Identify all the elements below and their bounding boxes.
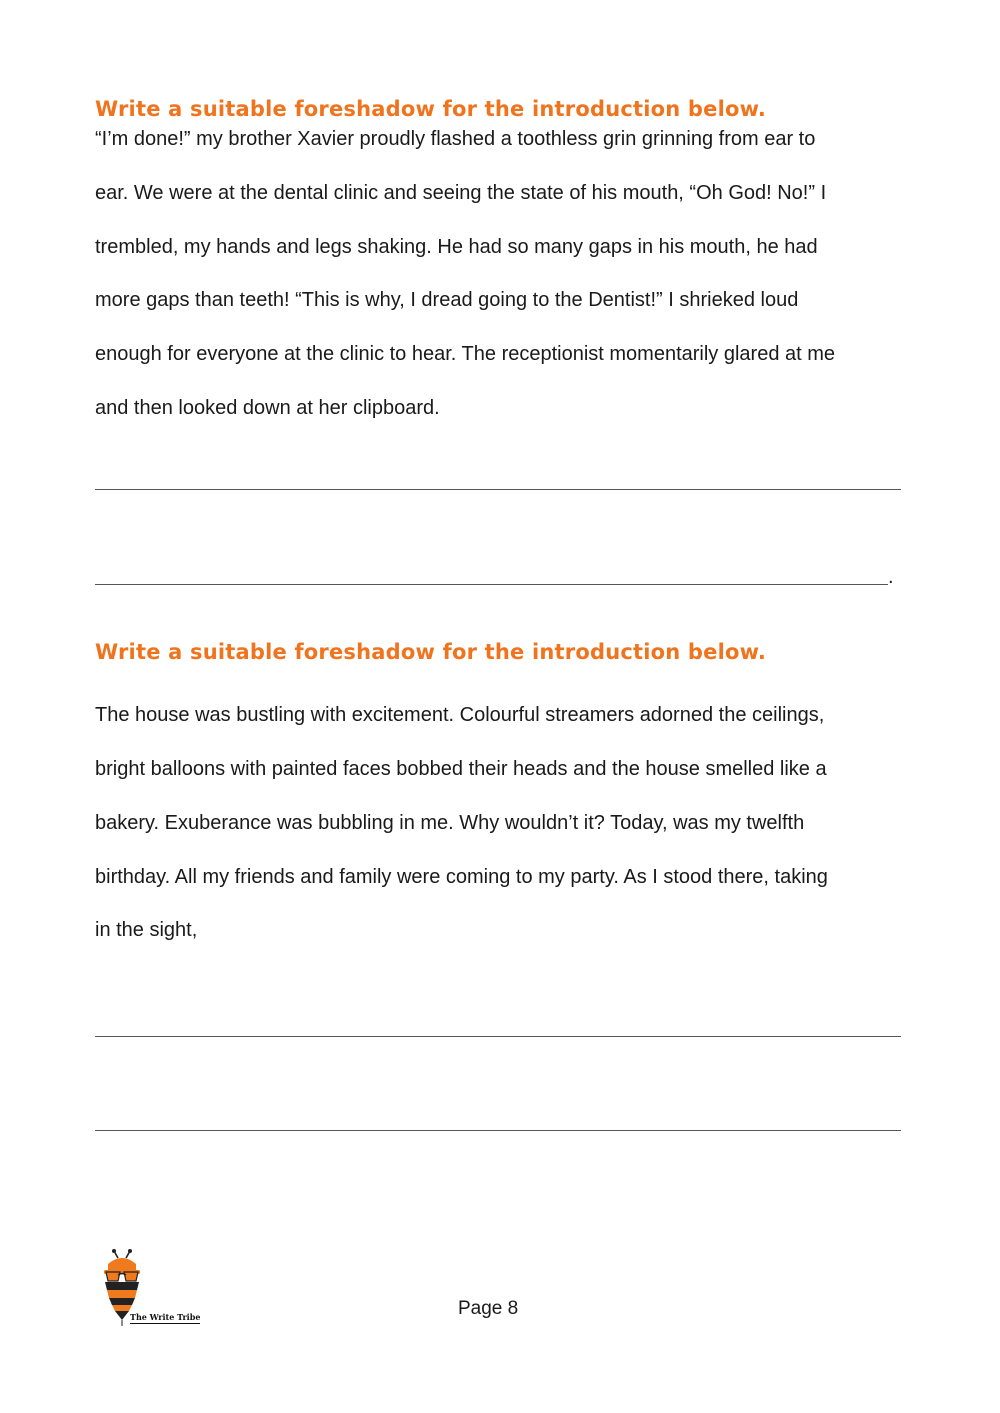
paragraph-line: The house was bustling with excitement. Colourful streamers adorned the ceilings, [95, 704, 825, 726]
page-number: Page 8 [458, 1298, 519, 1319]
paragraph-line: enough for everyone at the clinic to hear. The receptionist momentarily glared at me [95, 343, 836, 365]
paragraph-line: trembled, my hands and legs shaking. He had so many gaps in his mouth, he had [95, 236, 818, 258]
paragraph-line: ear. We were at the dental clinic and seeing the state of his mouth, “Oh God! No!” I [95, 182, 827, 204]
paragraph-line: in the sight, [95, 919, 198, 941]
exercise-2-heading: Write a suitable foreshadow for the introduction below. [95, 640, 767, 664]
paragraph-line: and then looked down at her clipboard. [95, 397, 440, 419]
paragraph-line: bright balloons with painted faces bobbed their heads and the house smelled like a [95, 758, 827, 780]
answer-line-4[interactable] [95, 1130, 901, 1131]
paragraph-line: bakery. Exuberance was bubbling in me. Why wouldn’t it? Today, was my twelfth [95, 812, 805, 834]
answer-line-end-mark: . [888, 566, 894, 588]
answer-line-3[interactable] [95, 1036, 901, 1037]
answer-line-1[interactable] [95, 489, 901, 490]
paragraph-line: “I’m done!” my brother Xavier proudly flashed a toothless grin grinning from ear to [95, 128, 816, 150]
logo-caption: The Write Tribe [130, 1312, 201, 1322]
paragraph-line: more gaps than teeth! “This is why, I dread going to the Dentist!” I shrieked loud [95, 289, 799, 311]
exercise-1-heading: Write a suitable foreshadow for the introduction below. [95, 97, 767, 121]
paragraph-line: birthday. All my friends and family were coming to my party. As I stood there, taking [95, 866, 828, 888]
answer-line-2[interactable] [95, 584, 888, 585]
